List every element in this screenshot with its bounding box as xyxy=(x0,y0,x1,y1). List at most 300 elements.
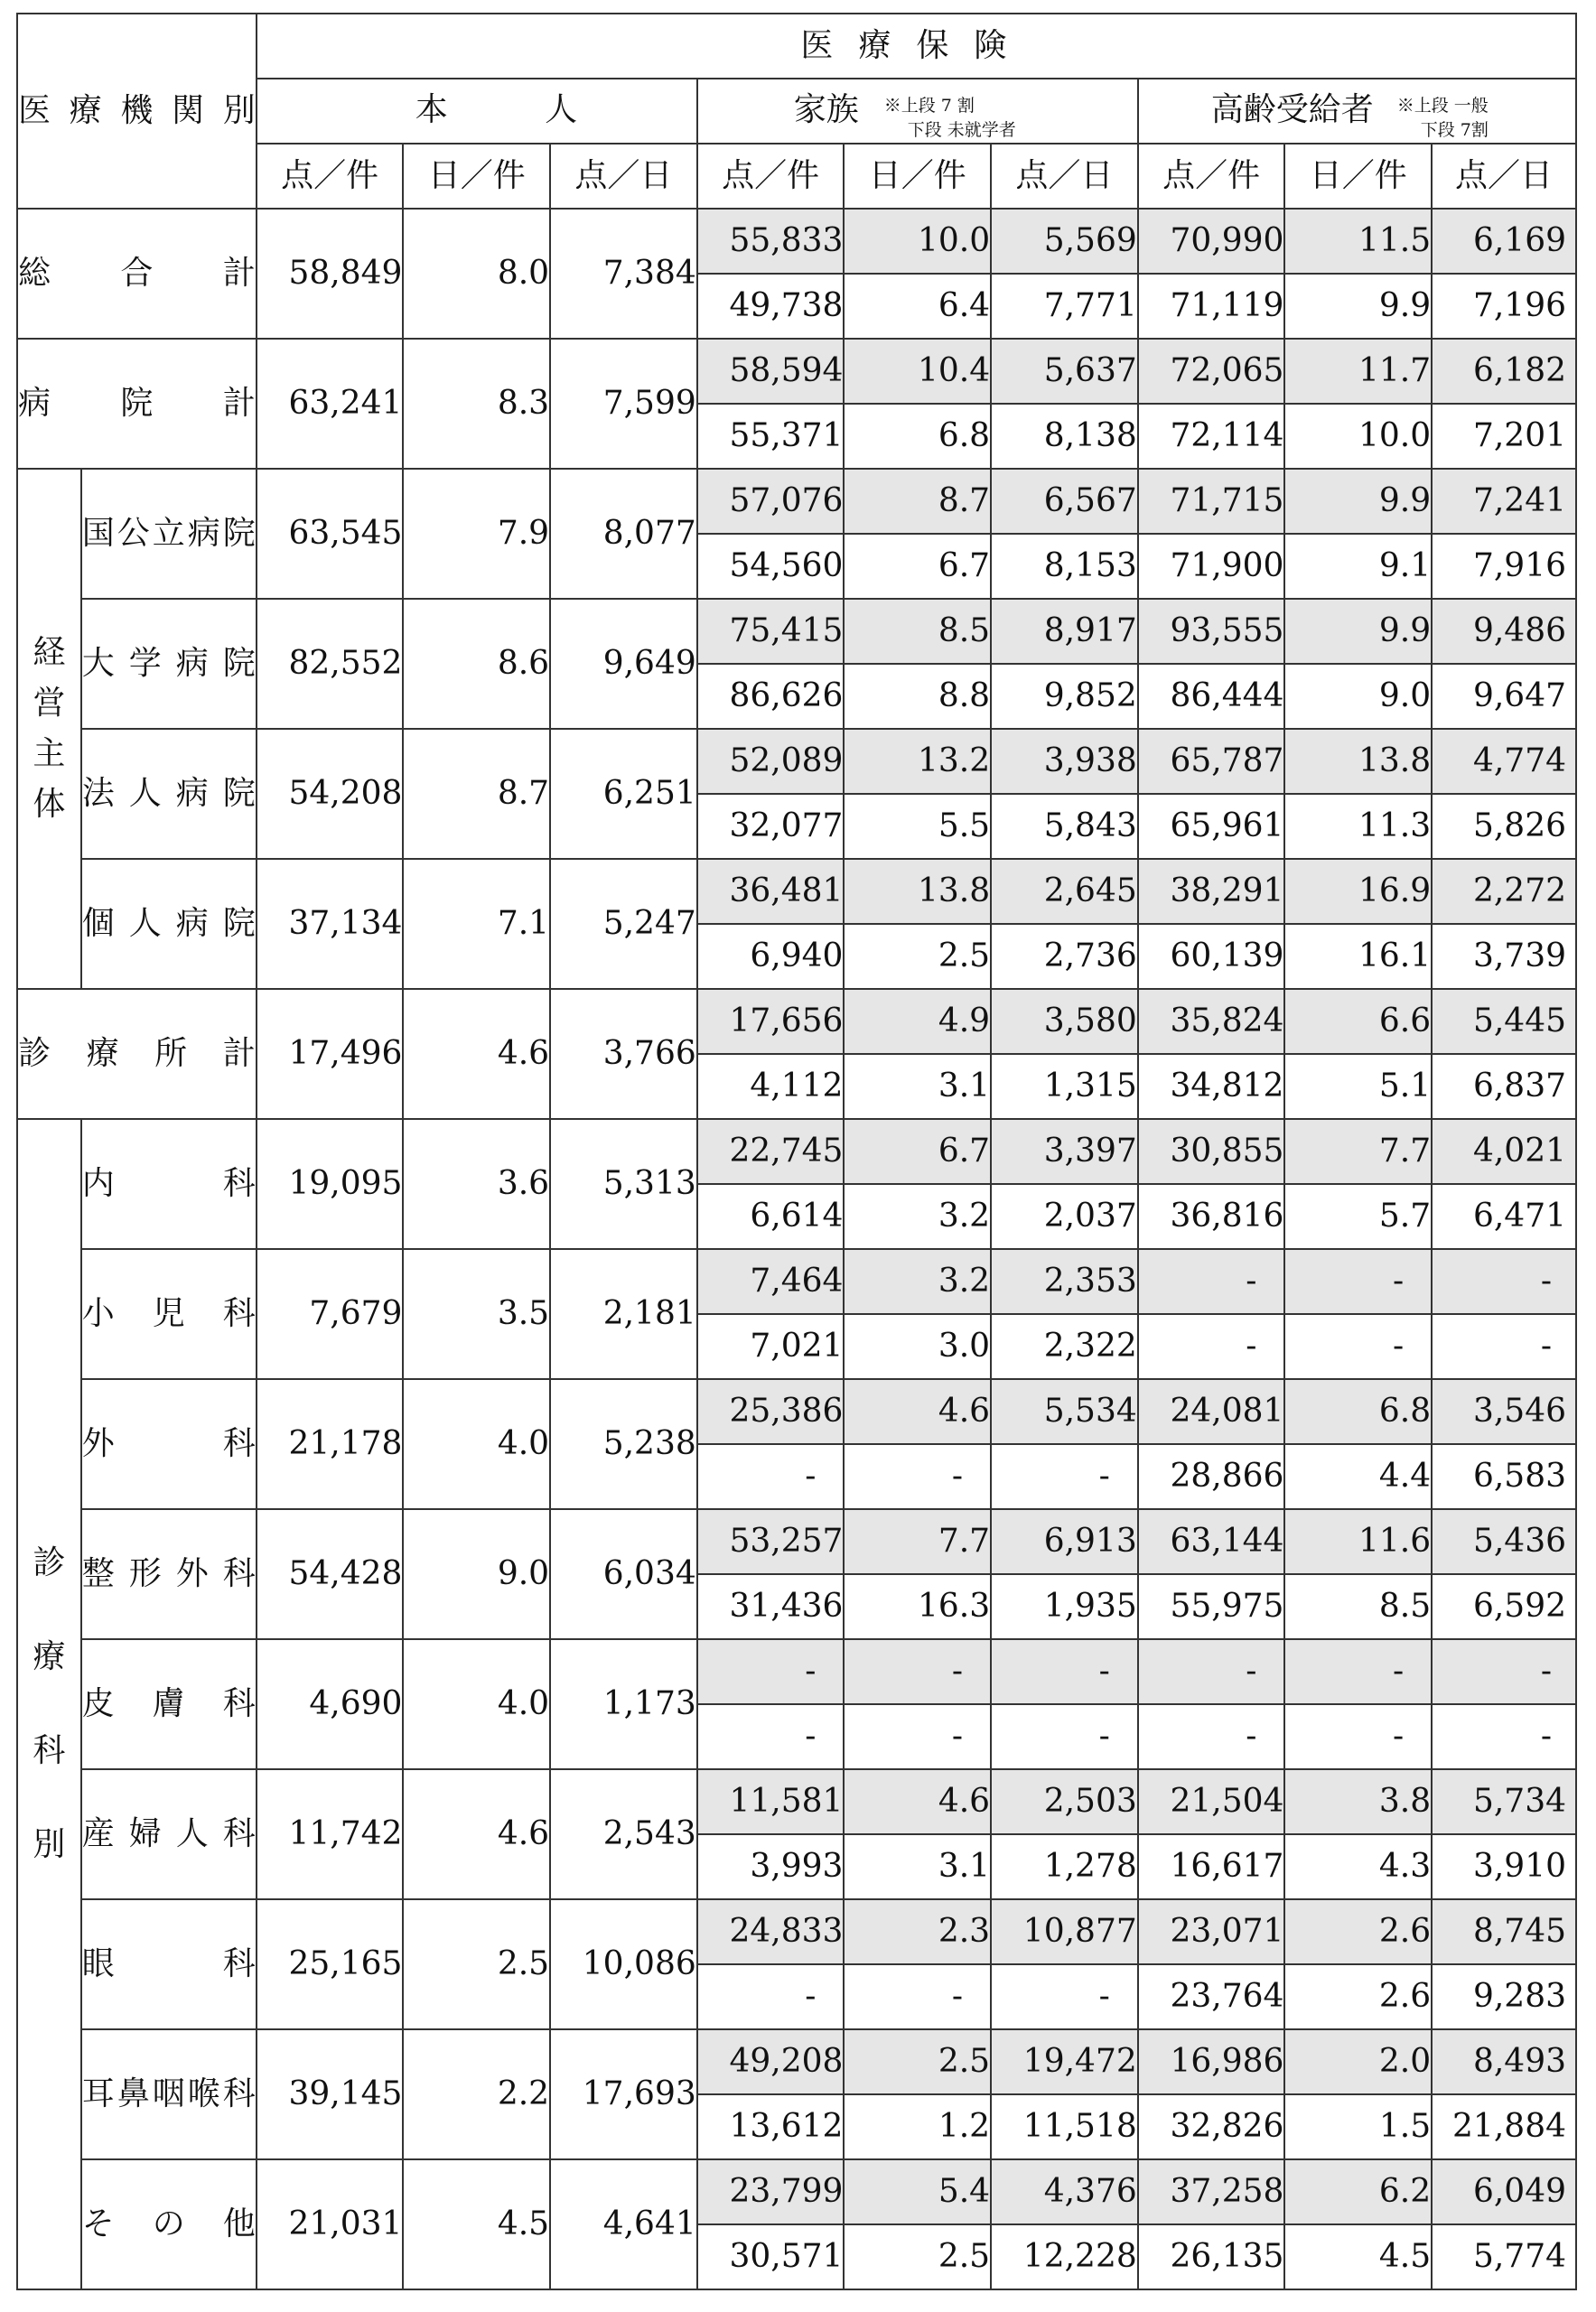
value-cell: 2,322 xyxy=(991,1314,1138,1379)
section-label xyxy=(17,339,257,469)
section-label-char: 所 xyxy=(154,1035,188,1072)
value-cell: 24,081 xyxy=(1138,1379,1285,1444)
row-label-char: 科 xyxy=(222,1685,256,1722)
row-label-text xyxy=(81,1165,256,1202)
value-cell: 23,799 xyxy=(697,2159,845,2224)
value-cell: 2.5 xyxy=(403,1899,550,2029)
value-cell: 63,144 xyxy=(1138,1509,1285,1574)
table-row xyxy=(17,209,1576,274)
value-cell: 22,745 xyxy=(697,1119,845,1184)
group-note-kazoku xyxy=(884,94,1016,143)
unit-header-cell: 点／件 xyxy=(697,144,845,209)
value-cell: 2.6 xyxy=(1284,1964,1432,2029)
row-label-char: 関 xyxy=(172,92,205,129)
value-cell: 2,353 xyxy=(991,1249,1138,1314)
value-cell: 8.5 xyxy=(844,599,991,664)
row-label-text xyxy=(81,1815,256,1852)
row-label-char: 他 xyxy=(222,2205,256,2242)
value-cell: 4.4 xyxy=(1284,1444,1432,1509)
row-label xyxy=(81,1249,257,1379)
row-label-text xyxy=(81,775,256,812)
value-cell: 2,272 xyxy=(1432,859,1576,924)
value-cell: - xyxy=(844,1964,991,2029)
value-cell: 6,583 xyxy=(1432,1444,1576,1509)
value-cell: 6.2 xyxy=(1284,2159,1432,2224)
unit-header-cell: 点／日 xyxy=(1432,144,1576,209)
value-cell: 4,021 xyxy=(1432,1119,1576,1184)
group-note-line: ※上段 一般 xyxy=(1396,96,1489,116)
value-cell: 6.8 xyxy=(1284,1379,1432,1444)
value-cell: - xyxy=(1138,1704,1285,1769)
value-cell: 23,071 xyxy=(1138,1899,1285,1964)
value-cell: - xyxy=(1284,1249,1432,1314)
section-label-char: 別 xyxy=(33,1826,66,1863)
value-cell: 7.1 xyxy=(403,859,550,989)
value-cell: 19,472 xyxy=(991,2029,1138,2094)
row-label-char: 科 xyxy=(222,1425,256,1462)
table-row xyxy=(17,1119,1576,1184)
value-cell: 30,571 xyxy=(697,2224,845,2289)
row-label-char: 耳 xyxy=(81,2075,115,2112)
value-cell: 21,504 xyxy=(1138,1769,1285,1834)
table-row xyxy=(17,729,1576,794)
section-label-char: 営 xyxy=(33,685,66,722)
value-cell: 36,816 xyxy=(1138,1184,1285,1249)
value-cell: 9.9 xyxy=(1284,469,1432,534)
value-cell: - xyxy=(991,1444,1138,1509)
value-cell: 6,592 xyxy=(1432,1574,1576,1639)
value-cell: 4.5 xyxy=(403,2159,550,2289)
row-label-char: 病 xyxy=(175,645,209,682)
section-label-char: 病 xyxy=(18,385,51,422)
value-cell: 4.6 xyxy=(844,1769,991,1834)
value-cell: 3.2 xyxy=(844,1184,991,1249)
value-cell: 49,208 xyxy=(697,2029,845,2094)
value-cell: 35,824 xyxy=(1138,989,1285,1054)
value-cell: 5,637 xyxy=(991,339,1138,404)
value-cell: 9.0 xyxy=(403,1509,550,1639)
value-cell: 3,546 xyxy=(1432,1379,1576,1444)
value-cell: 8,153 xyxy=(991,534,1138,599)
row-label-char: 鼻 xyxy=(117,2075,150,2112)
value-cell: 5.4 xyxy=(844,2159,991,2224)
value-cell: 21,031 xyxy=(257,2159,404,2289)
row-label-char: 人 xyxy=(175,1815,209,1852)
table-row xyxy=(17,2029,1576,2094)
value-cell: 63,241 xyxy=(257,339,404,469)
section-label-char: 院 xyxy=(120,385,154,422)
value-cell: 86,444 xyxy=(1138,664,1285,729)
value-cell: 3.5 xyxy=(403,1249,550,1379)
row-label-char: 形 xyxy=(128,1555,162,1592)
row-label-text xyxy=(81,1555,256,1592)
value-cell: 6.4 xyxy=(844,274,991,339)
section-label-text xyxy=(18,1035,256,1072)
group-name-honnin: 本 人 xyxy=(415,91,621,128)
value-cell: 93,555 xyxy=(1138,599,1285,664)
value-cell: 7,241 xyxy=(1432,469,1576,534)
value-cell: 2.5 xyxy=(844,2224,991,2289)
value-cell: 4,774 xyxy=(1432,729,1576,794)
row-label xyxy=(81,1379,257,1509)
value-cell: 4.6 xyxy=(844,1379,991,1444)
row-label-char: 喉 xyxy=(187,2075,220,2112)
medical-stats-sheet xyxy=(16,13,1577,2299)
value-cell: 9,486 xyxy=(1432,599,1576,664)
row-label-char: 機 xyxy=(120,92,154,129)
section-label-text xyxy=(18,257,256,290)
row-label-char: 科 xyxy=(222,2075,256,2112)
value-cell: - xyxy=(991,1639,1138,1704)
value-cell: - xyxy=(844,1639,991,1704)
value-cell: 9,649 xyxy=(550,599,697,729)
table-row xyxy=(17,1769,1576,1834)
value-cell: 9.0 xyxy=(1284,664,1432,729)
section-label-char: 経 xyxy=(33,634,66,671)
unit-header-cell: 日／件 xyxy=(1284,144,1432,209)
value-cell: 58,594 xyxy=(697,339,845,404)
value-cell: - xyxy=(1284,1704,1432,1769)
group-note-koureisha xyxy=(1397,94,1489,143)
value-cell: 6.7 xyxy=(844,534,991,599)
table-row xyxy=(17,339,1576,404)
unit-header-cell: 点／日 xyxy=(550,144,697,209)
value-cell: 39,145 xyxy=(257,2029,404,2159)
table-row xyxy=(17,1639,1576,1704)
value-cell: 6,940 xyxy=(697,924,845,989)
group-header-kazoku xyxy=(697,79,1138,144)
value-cell: 10.4 xyxy=(844,339,991,404)
value-cell: 65,787 xyxy=(1138,729,1285,794)
section-vertical-text xyxy=(18,634,80,823)
value-cell: 6,169 xyxy=(1432,209,1576,274)
value-cell: 5,843 xyxy=(991,794,1138,859)
value-cell: 19,095 xyxy=(257,1119,404,1249)
value-cell: 8.8 xyxy=(844,664,991,729)
value-cell: 6,567 xyxy=(991,469,1138,534)
value-cell: 4.9 xyxy=(844,989,991,1054)
row-label xyxy=(81,2029,257,2159)
value-cell: 5.1 xyxy=(1284,1054,1432,1119)
value-cell: 7,771 xyxy=(991,274,1138,339)
value-cell: 7,464 xyxy=(697,1249,845,1314)
row-label-char: 法 xyxy=(81,775,115,812)
row-label xyxy=(81,729,257,859)
value-cell: 2,503 xyxy=(991,1769,1138,1834)
value-cell: 2,037 xyxy=(991,1184,1138,1249)
value-cell: 4,641 xyxy=(550,2159,697,2289)
table-row xyxy=(17,599,1576,664)
value-cell: 37,134 xyxy=(257,859,404,989)
value-cell: 53,257 xyxy=(697,1509,845,1574)
value-cell: 23,764 xyxy=(1138,1964,1285,2029)
row-label-text xyxy=(81,2205,256,2242)
value-cell: 13.8 xyxy=(844,859,991,924)
value-cell: - xyxy=(844,1704,991,1769)
value-cell: 32,077 xyxy=(697,794,845,859)
header-row-1 xyxy=(17,14,1576,79)
value-cell: 55,833 xyxy=(697,209,845,274)
table-row xyxy=(17,1899,1576,1964)
value-cell: 3.1 xyxy=(844,1834,991,1899)
value-cell: 11.5 xyxy=(1284,209,1432,274)
row-label-char: 大 xyxy=(81,645,115,682)
value-cell: 16.9 xyxy=(1284,859,1432,924)
section-label xyxy=(17,989,257,1119)
value-cell: 8,745 xyxy=(1432,1899,1576,1964)
value-cell: - xyxy=(697,1444,845,1509)
row-label xyxy=(81,1899,257,2029)
value-cell: 38,291 xyxy=(1138,859,1285,924)
value-cell: 2.5 xyxy=(844,2029,991,2094)
value-cell: 6,034 xyxy=(550,1509,697,1639)
value-cell: 5,436 xyxy=(1432,1509,1576,1574)
value-cell: 8,917 xyxy=(991,599,1138,664)
value-cell: 9.1 xyxy=(1284,534,1432,599)
table-row xyxy=(17,989,1576,1054)
row-label-char: 療 xyxy=(69,92,102,129)
value-cell: 11.7 xyxy=(1284,339,1432,404)
value-cell: 8.6 xyxy=(403,599,550,729)
value-cell: 16,617 xyxy=(1138,1834,1285,1899)
row-label-char: 内 xyxy=(81,1165,115,1202)
value-cell: 5,734 xyxy=(1432,1769,1576,1834)
value-cell: 57,076 xyxy=(697,469,845,534)
row-label-text xyxy=(82,517,256,550)
value-cell: 3.6 xyxy=(403,1119,550,1249)
value-cell: 4,690 xyxy=(257,1639,404,1769)
value-cell: 7,196 xyxy=(1432,274,1576,339)
value-cell: 3.1 xyxy=(844,1054,991,1119)
row-label-char: 産 xyxy=(81,1815,115,1852)
value-cell: 7.7 xyxy=(844,1509,991,1574)
group-header-koureisha xyxy=(1138,79,1576,144)
value-cell: 5,445 xyxy=(1432,989,1576,1054)
value-cell: 9,852 xyxy=(991,664,1138,729)
value-cell: 1,173 xyxy=(550,1639,697,1769)
row-label-char: 人 xyxy=(128,775,162,812)
value-cell: 6,251 xyxy=(550,729,697,859)
value-cell: 2,181 xyxy=(550,1249,697,1379)
value-cell: 8.7 xyxy=(844,469,991,534)
value-cell: 8,077 xyxy=(550,469,697,599)
value-cell: 5,774 xyxy=(1432,2224,1576,2289)
row-label-char: 別 xyxy=(222,92,256,129)
value-cell: 49,738 xyxy=(697,274,845,339)
value-cell: 17,693 xyxy=(550,2029,697,2159)
value-cell: 5,534 xyxy=(991,1379,1138,1444)
value-cell: 21,178 xyxy=(257,1379,404,1509)
value-cell: - xyxy=(1138,1314,1285,1379)
row-label-char: 院 xyxy=(222,775,256,812)
value-cell: 1,315 xyxy=(991,1054,1138,1119)
row-label-char: 児 xyxy=(152,1295,185,1332)
value-cell: 71,119 xyxy=(1138,274,1285,339)
value-cell: 86,626 xyxy=(697,664,845,729)
value-cell: 34,812 xyxy=(1138,1054,1285,1119)
row-label-char: 個 xyxy=(81,905,115,942)
section-vertical-label xyxy=(17,469,81,989)
value-cell: 7.7 xyxy=(1284,1119,1432,1184)
value-cell: 16,986 xyxy=(1138,2029,1285,2094)
value-cell: - xyxy=(697,1704,845,1769)
value-cell: 8.3 xyxy=(403,339,550,469)
table-row xyxy=(17,1249,1576,1314)
value-cell: 4.6 xyxy=(403,1769,550,1899)
value-cell: 16.1 xyxy=(1284,924,1432,989)
row-label xyxy=(81,1769,257,1899)
value-cell: - xyxy=(1138,1639,1285,1704)
value-cell: 4,376 xyxy=(991,2159,1138,2224)
value-cell: 11,742 xyxy=(257,1769,404,1899)
value-cell: 5,247 xyxy=(550,859,697,989)
value-cell: 5.7 xyxy=(1284,1184,1432,1249)
value-cell: 7.9 xyxy=(403,469,550,599)
value-cell: 1.2 xyxy=(844,2094,991,2159)
value-cell: - xyxy=(1432,1704,1576,1769)
row-label xyxy=(81,1639,257,1769)
value-cell: 6.7 xyxy=(844,1119,991,1184)
value-cell: 71,715 xyxy=(1138,469,1285,534)
value-cell: 75,415 xyxy=(697,599,845,664)
section-label-char: 計 xyxy=(222,255,256,292)
table-row xyxy=(17,859,1576,924)
row-label-char: 膚 xyxy=(152,1685,185,1722)
section-label-char: 主 xyxy=(33,735,66,772)
value-cell: 2.2 xyxy=(403,2029,550,2159)
row-label xyxy=(81,2159,257,2289)
value-cell: 7,384 xyxy=(550,209,697,339)
value-cell: 9,283 xyxy=(1432,1964,1576,2029)
value-cell: 31,436 xyxy=(697,1574,845,1639)
section-vertical-label xyxy=(17,1119,81,2289)
value-cell: 3.8 xyxy=(1284,1769,1432,1834)
value-cell: 10,877 xyxy=(991,1899,1138,1964)
section-label-char: 合 xyxy=(120,255,154,292)
value-cell: 4.6 xyxy=(403,989,550,1119)
value-cell: 1,935 xyxy=(991,1574,1138,1639)
value-cell: - xyxy=(1432,1249,1576,1314)
row-label-char: 科 xyxy=(222,1555,256,1592)
value-cell: 8.5 xyxy=(1284,1574,1432,1639)
value-cell: 6,837 xyxy=(1432,1054,1576,1119)
unit-header-cell: 日／件 xyxy=(844,144,991,209)
row-label-text xyxy=(81,1945,256,1982)
table-row xyxy=(17,1509,1576,1574)
value-cell: 3,580 xyxy=(991,989,1138,1054)
value-cell: 6,913 xyxy=(991,1509,1138,1574)
unit-header-cell: 日／件 xyxy=(403,144,550,209)
value-cell: 9.9 xyxy=(1284,274,1432,339)
row-label-char: 病 xyxy=(187,515,220,552)
row-label-char: 立 xyxy=(152,515,185,552)
row-label-text xyxy=(81,645,256,682)
value-cell: 82,552 xyxy=(257,599,404,729)
row-label xyxy=(81,859,257,989)
value-cell: 2,645 xyxy=(991,859,1138,924)
value-cell: 2,736 xyxy=(991,924,1138,989)
value-cell: 3,739 xyxy=(1432,924,1576,989)
row-label-char: 国 xyxy=(81,515,115,552)
value-cell: 55,371 xyxy=(697,404,845,469)
value-cell: 52,089 xyxy=(697,729,845,794)
value-cell: 4.3 xyxy=(1284,1834,1432,1899)
table-row xyxy=(17,1379,1576,1444)
value-cell: 4,112 xyxy=(697,1054,845,1119)
value-cell: 7,599 xyxy=(550,339,697,469)
row-label-text xyxy=(81,1425,256,1462)
value-cell: 25,386 xyxy=(697,1379,845,1444)
row-label-char: 眼 xyxy=(81,1945,115,1982)
value-cell: 2.6 xyxy=(1284,1899,1432,1964)
value-cell: 71,900 xyxy=(1138,534,1285,599)
unit-header-cell: 点／件 xyxy=(1138,144,1285,209)
row-label-char: 外 xyxy=(175,1555,209,1592)
value-cell: 3,766 xyxy=(550,989,697,1119)
row-label-char: 院 xyxy=(222,645,256,682)
value-cell: 4.0 xyxy=(403,1639,550,1769)
value-cell: 37,258 xyxy=(1138,2159,1285,2224)
row-label-char: 公 xyxy=(117,515,150,552)
value-cell: 4.0 xyxy=(403,1379,550,1509)
value-cell: 3,397 xyxy=(991,1119,1138,1184)
row-label xyxy=(81,1119,257,1249)
value-cell: 6,182 xyxy=(1432,339,1576,404)
value-cell: 13,612 xyxy=(697,2094,845,2159)
section-label-char: 診 xyxy=(18,1035,51,1072)
main-group-header: 医療保険 xyxy=(257,14,1576,79)
section-label-char: 療 xyxy=(86,1035,119,1072)
row-label-text xyxy=(81,1295,256,1332)
value-cell: 32,826 xyxy=(1138,2094,1285,2159)
row-label-char: 皮 xyxy=(81,1685,115,1722)
row-label-text xyxy=(81,2075,256,2112)
value-cell: 8.7 xyxy=(403,729,550,859)
row-label-text xyxy=(81,1685,256,1722)
value-cell: 2.0 xyxy=(1284,2029,1432,2094)
value-cell: 1.5 xyxy=(1284,2094,1432,2159)
value-cell: - xyxy=(1432,1639,1576,1704)
section-label xyxy=(17,209,257,339)
row-label-char: の xyxy=(152,2205,185,2242)
value-cell: 72,114 xyxy=(1138,404,1285,469)
row-label-char: そ xyxy=(81,2205,115,2242)
value-cell: 6.6 xyxy=(1284,989,1432,1054)
value-cell: - xyxy=(697,1639,845,1704)
value-cell: 2.3 xyxy=(844,1899,991,1964)
unit-header-cell: 点／日 xyxy=(991,144,1138,209)
value-cell: - xyxy=(1284,1314,1432,1379)
value-cell: 7,679 xyxy=(257,1249,404,1379)
value-cell: 25,165 xyxy=(257,1899,404,2029)
value-cell: 11,581 xyxy=(697,1769,845,1834)
value-cell: 10.0 xyxy=(844,209,991,274)
row-label-char: 科 xyxy=(222,1165,256,1202)
row-label-char: 院 xyxy=(222,905,256,942)
value-cell: - xyxy=(991,1704,1138,1769)
section-label-char: 科 xyxy=(33,1732,66,1769)
value-cell: 6,049 xyxy=(1432,2159,1576,2224)
row-label-char: 科 xyxy=(222,1295,256,1332)
value-cell: 5.5 xyxy=(844,794,991,859)
value-cell: 65,961 xyxy=(1138,794,1285,859)
value-cell: 5,826 xyxy=(1432,794,1576,859)
section-vertical-text xyxy=(18,1544,80,1863)
row-label-char: 院 xyxy=(222,515,256,552)
group-header-honnin xyxy=(257,79,697,144)
value-cell: 3,938 xyxy=(991,729,1138,794)
value-cell: 8,138 xyxy=(991,404,1138,469)
